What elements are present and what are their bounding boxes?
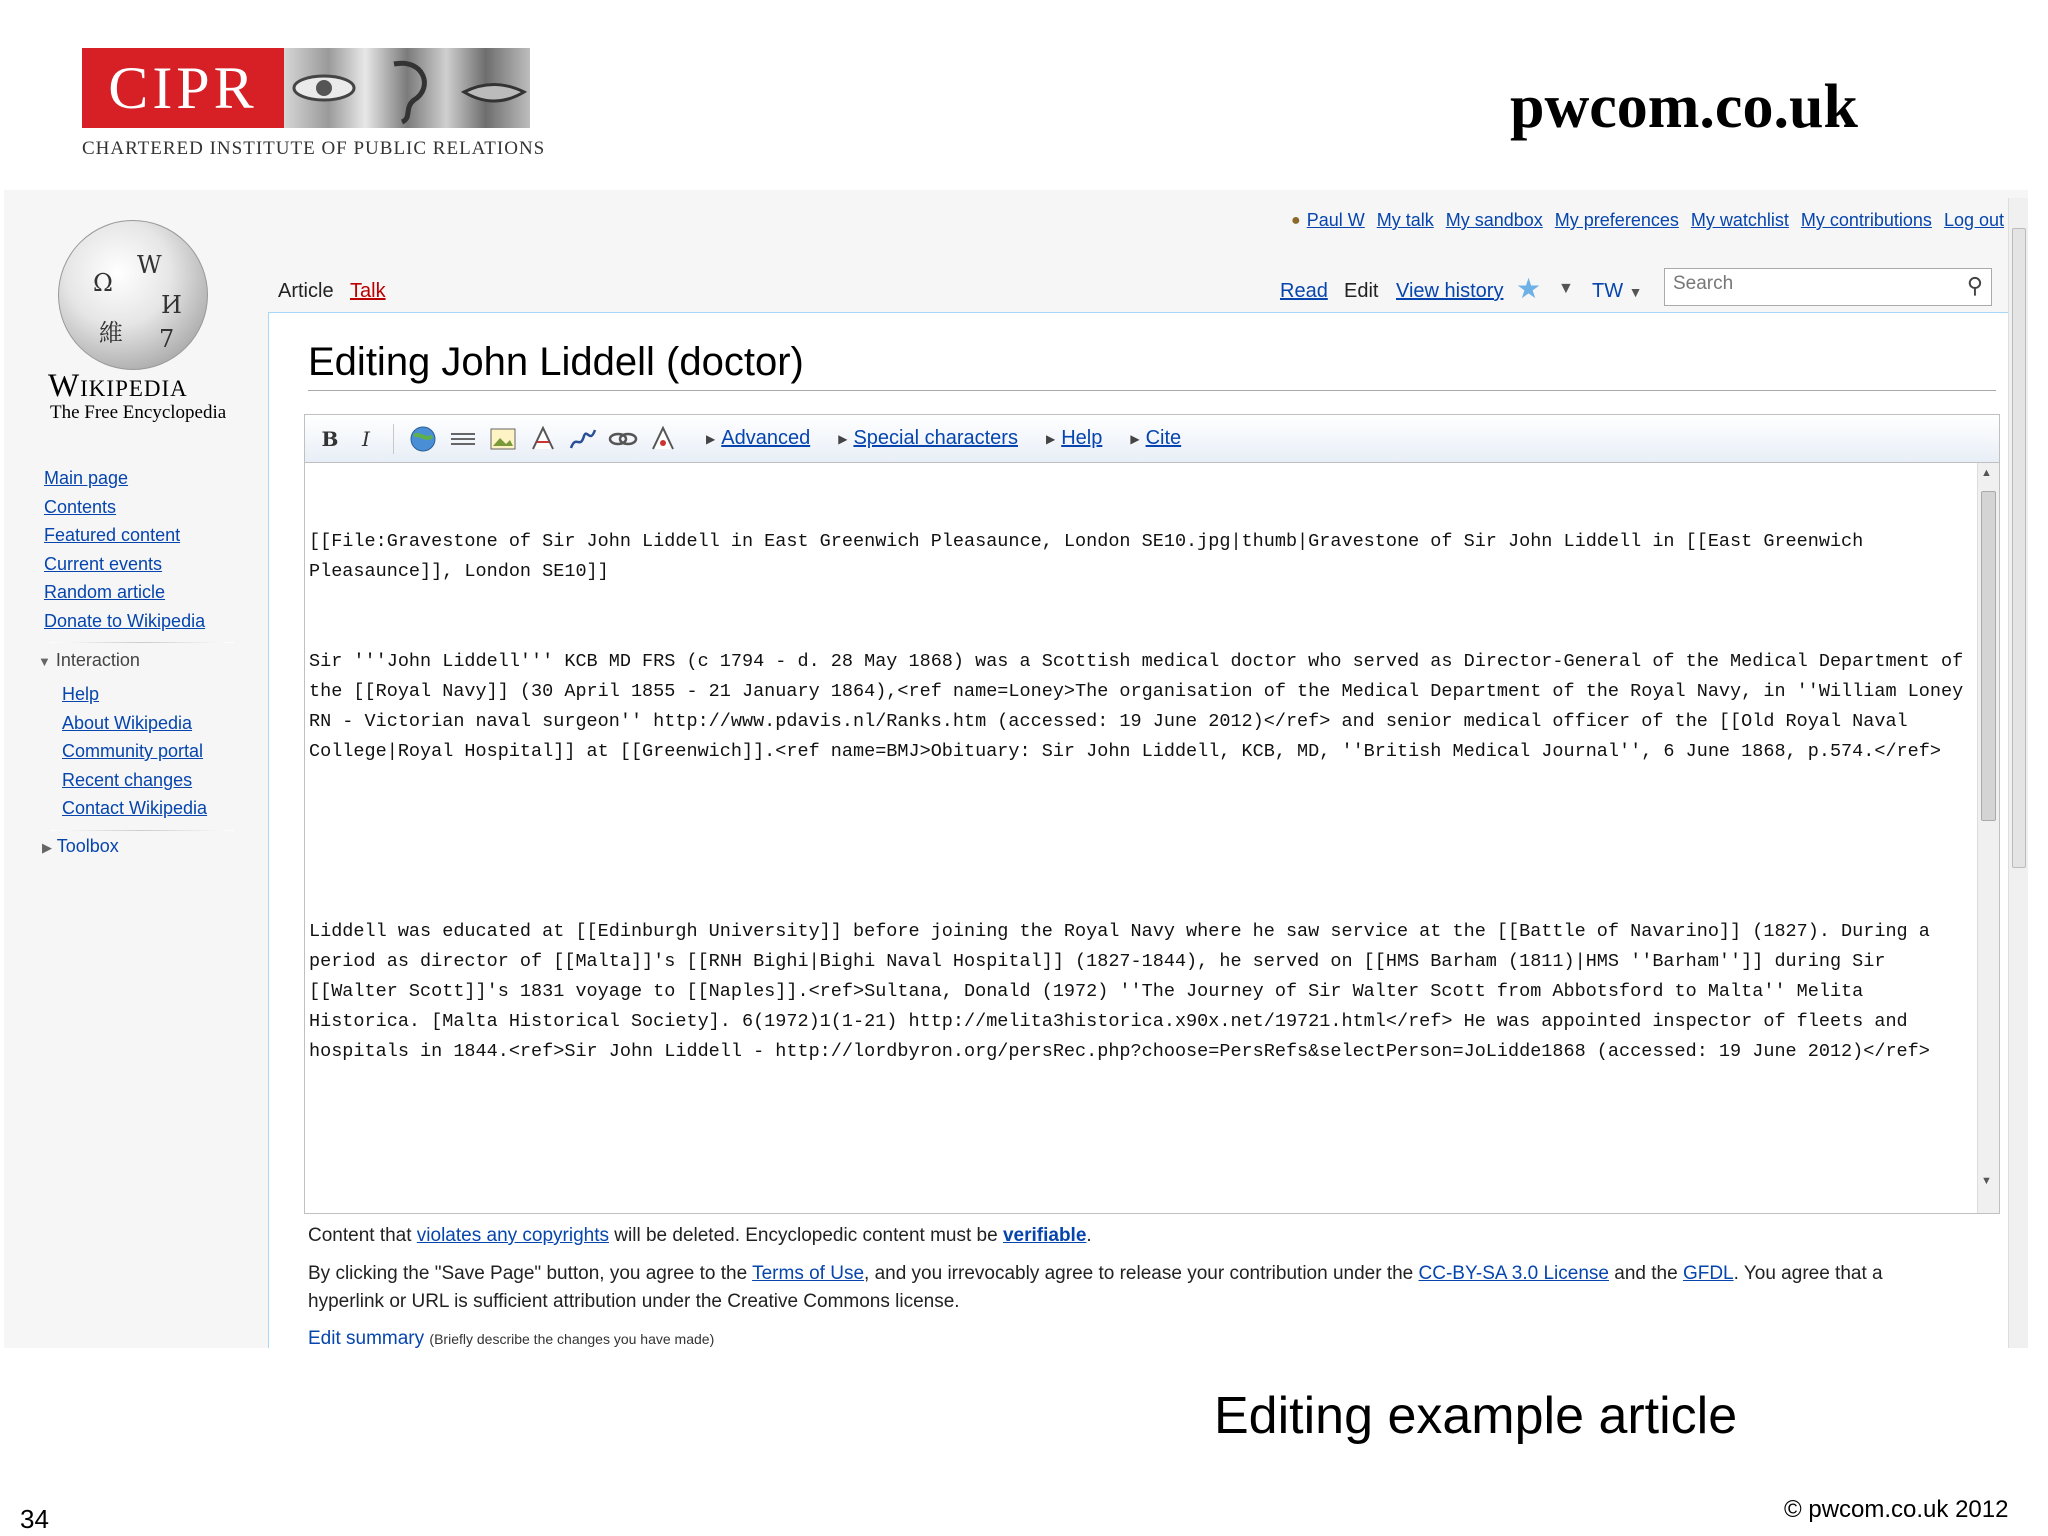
cipr-subtitle: CHARTERED INSTITUTE OF PUBLIC RELATIONS [82, 138, 546, 159]
sidebar-item-donate[interactable]: Donate to Wikipedia [44, 610, 206, 631]
site-title: pwcom.co.uk [1510, 73, 1858, 141]
scroll-up-arrow-icon[interactable]: ▲ [1981, 467, 1992, 479]
toolbar-group-help[interactable] [1046, 427, 1102, 450]
sidebar-item-about-wikipedia[interactable]: About Wikipedia [62, 712, 193, 733]
my-watchlist-link[interactable]: My watchlist [1690, 210, 1789, 230]
wikipedia-wordmark: Wikipedia [48, 368, 188, 404]
sidebar-interaction-heading[interactable] [38, 650, 140, 671]
sidebar-navigation [44, 464, 205, 635]
signature-icon[interactable] [568, 424, 598, 454]
note-text: and the [1608, 1263, 1683, 1284]
wikitext-line: Sir '''John Liddell''' KCB MD FRS (c 1794 - d. 28 May 1868) was a Scottish medical doctor who served as Director-General of the Medical Department of the [[Royal Navy]] (30 April 1855 - 21 January 1864),<ref name=Loney>The organisation of the Medical Department of the Royal Navy, in ''William Loney RN - Victorian naval surgeon'' http://www.pdavis.nl/Ranks.htm (accessed: 19 June 2012)</ref> and senior medical officer of the [[Old Royal Naval College|Royal Hospital]] at [[Greenwich]].<ref name=BMJ>Obituary: Sir John Liddell, KCB, MD, ''British Medical Journal'', 6 June 1868, p.574.</ref> [309, 651, 1975, 762]
slide-copyright: © pwcom.co.uk 2012 [1784, 1496, 2009, 1523]
my-sandbox-link[interactable]: My sandbox [1445, 210, 1543, 230]
copyright-warning [308, 1222, 1092, 1250]
tab-read[interactable]: Read [1280, 280, 1328, 302]
editor-toolbar [305, 415, 1999, 463]
wikitext-line [309, 1127, 1973, 1157]
attribution-notice: hyperlink or URL is sufficient attribution under the Creative Commons license. [308, 1291, 960, 1312]
cipr-logo-text: CIPR [82, 48, 284, 128]
triangle-right-icon: ▶ [706, 431, 716, 446]
wikitext-line [309, 827, 1973, 857]
user-icon: ● [1291, 211, 1301, 229]
image-icon[interactable] [488, 424, 518, 454]
watch-star-icon[interactable]: ★ [1516, 273, 1542, 304]
log-out-link[interactable]: Log out [1943, 210, 2004, 230]
triangle-right-icon: ▶ [1045, 431, 1056, 446]
reference-icon[interactable] [528, 424, 558, 454]
twinkle-menu[interactable] [1592, 280, 1643, 303]
sidebar-item-community-portal[interactable]: Community portal [62, 741, 204, 761]
tab-talk[interactable]: Talk [350, 280, 386, 302]
toolbar-group-cite[interactable] [1130, 427, 1181, 450]
note-text: will be deleted. Encyclopedic content must be [609, 1225, 1003, 1246]
toolbar-group-advanced[interactable] [706, 427, 810, 450]
sidebar-item-help[interactable]: Help [62, 684, 100, 704]
personal-tools [1291, 210, 2004, 231]
search-placeholder: Search [1673, 273, 1734, 294]
edit-summary-hint: (Briefly describe the changes you have made) [429, 1331, 715, 1347]
textarea-scrollbar[interactable] [1977, 463, 1999, 1213]
wikipedia-page [4, 190, 2028, 1348]
sidebar-interaction [62, 680, 207, 823]
slide-number: 34 [20, 1504, 49, 1534]
embedded-file-icon[interactable] [448, 424, 478, 454]
insert-reference-icon[interactable] [648, 424, 678, 454]
triangle-right-icon: ▶ [1130, 431, 1140, 446]
license-notice [308, 1260, 1883, 1288]
toolbox-heading-label: Toolbox [56, 836, 119, 856]
interaction-heading-label: Interaction [55, 650, 140, 670]
link-globe-icon[interactable] [408, 424, 438, 454]
bold-button[interactable]: B [321, 426, 339, 451]
cite-link[interactable]: Cite [1145, 427, 1182, 449]
italic-button[interactable]: I [362, 426, 370, 451]
wikitext-line: Liddell was educated at [[Edinburgh University]] before joining the Royal Navy where he saw service at the [[Battle of Navarino]] (1827). During a period as director of [[Malta]]'s [[RNH Bighi|Bighi Naval Hospital]] (1827-1844), he served on [[HMS Barham (1811)|HMS ''Barham'']] during Sir [[Walter Scott]]'s 1831 voyage to [[Naples]].<ref>Sultana, Donald (1972) ''The Journey of Sir Walter Scott from Abbotsford to Malta'' Melita Historica. [Malta Historical Society]. 6(1972)1(1-21) http://melita3historica.x90x.net/19721.html</ref> He was appointed inspector of fleets and hospitals in 1844.<ref>Sir John Liddell - http://lordbyron.org/persRec.php?choose=PersRefs&selectPerson=JoLidde1868 (accessed: 19 June 2012)</ref> [309, 921, 1941, 1062]
sidebar-divider [50, 642, 234, 643]
heading-divider [308, 390, 1996, 391]
my-contributions-link[interactable]: My contributions [1800, 210, 1932, 230]
sidebar-toolbox-heading[interactable] [42, 836, 119, 857]
sidebar-item-current-events[interactable]: Current events [44, 553, 163, 574]
tab-edit[interactable]: Edit [1344, 280, 1379, 302]
collapsed-triangle-icon: ▶ [42, 840, 52, 855]
browser-scroll-thumb[interactable] [2012, 228, 2026, 868]
gfdl-link[interactable]: GFDL [1682, 1263, 1734, 1284]
wikitext-line: [[File:Gravestone of Sir John Liddell in East Greenwich Pleasaunce, London SE10.jpg|thumb|Gravestone of Sir John Liddell in [[East Greenwich Pleasaunce]], London SE10]] [309, 531, 1875, 582]
link-chain-icon[interactable] [608, 424, 638, 454]
tab-view-history[interactable]: View history [1396, 280, 1504, 302]
edit-form [304, 414, 2000, 1214]
help-link[interactable]: Help [1061, 427, 1103, 449]
browser-scrollbar[interactable] [2008, 198, 2028, 1348]
note-text: . [1086, 1225, 1092, 1246]
expanded-triangle-icon: ▼ [38, 654, 51, 669]
chevron-down-icon: ▼ [1628, 284, 1643, 300]
note-text: , and you irrevocably agree to release your contribution under the [864, 1263, 1419, 1284]
toolbar-separator [393, 424, 394, 454]
page-title: Editing John Liddell (doctor) [308, 340, 804, 384]
my-talk-link[interactable]: My talk [1376, 210, 1434, 230]
scroll-down-arrow-icon[interactable]: ▼ [1981, 1175, 1992, 1187]
textarea-scroll-thumb[interactable] [1981, 491, 1996, 821]
sidebar-item-contact-wikipedia[interactable]: Contact Wikipedia [62, 798, 208, 818]
verifiable-link[interactable]: verifiable [1002, 1225, 1087, 1246]
copyright-link[interactable]: violates any copyrights [416, 1225, 610, 1246]
more-actions-chevron-down-icon[interactable]: ▼ [1558, 280, 1574, 297]
sidebar-divider [50, 830, 234, 831]
triangle-right-icon: ▶ [838, 431, 848, 446]
sidebar-item-contents[interactable]: Contents [44, 496, 117, 517]
my-preferences-link[interactable]: My preferences [1554, 210, 1679, 230]
sidebar-item-random-article[interactable]: Random article [44, 582, 166, 602]
sidebar-item-recent-changes[interactable]: Recent changes [62, 769, 193, 790]
edit-summary-link[interactable]: Edit summary [308, 1328, 425, 1348]
tab-article[interactable]: Article [278, 280, 334, 302]
slide-caption: Editing example article [1214, 1387, 1738, 1445]
wikipedia-globe-icon[interactable]: Ω W И 維 7 [58, 220, 208, 370]
cipr-logo-images [284, 48, 530, 128]
note-text: By clicking the "Save Page" button, you agree to the [308, 1263, 753, 1284]
note-text: Content that [308, 1225, 417, 1246]
wikitext-textarea[interactable] [305, 463, 1977, 1213]
cc-by-sa-license-link[interactable]: CC-BY-SA 3.0 License [1418, 1263, 1609, 1284]
wikipedia-tagline: The Free Encyclopedia [50, 402, 227, 423]
terms-of-use-link[interactable]: Terms of Use [752, 1263, 865, 1284]
sidebar-item-featured-content[interactable]: Featured content [44, 525, 181, 545]
cipr-logo [82, 48, 546, 168]
search-icon[interactable]: ⚲ [1966, 273, 1983, 298]
note-text: . You agree that a [1733, 1263, 1883, 1284]
advanced-link[interactable]: Advanced [721, 427, 811, 449]
eye-ear-mouth-icon [284, 48, 530, 128]
special-characters-link[interactable]: Special characters [853, 427, 1018, 449]
twinkle-label: TW [1592, 280, 1624, 302]
search-input[interactable] [1664, 268, 1992, 306]
toolbar-group-special-characters[interactable] [838, 427, 1018, 450]
user-link[interactable]: Paul W [1306, 210, 1365, 230]
sidebar-item-main-page[interactable]: Main page [44, 468, 129, 488]
edit-summary-label [308, 1328, 714, 1348]
